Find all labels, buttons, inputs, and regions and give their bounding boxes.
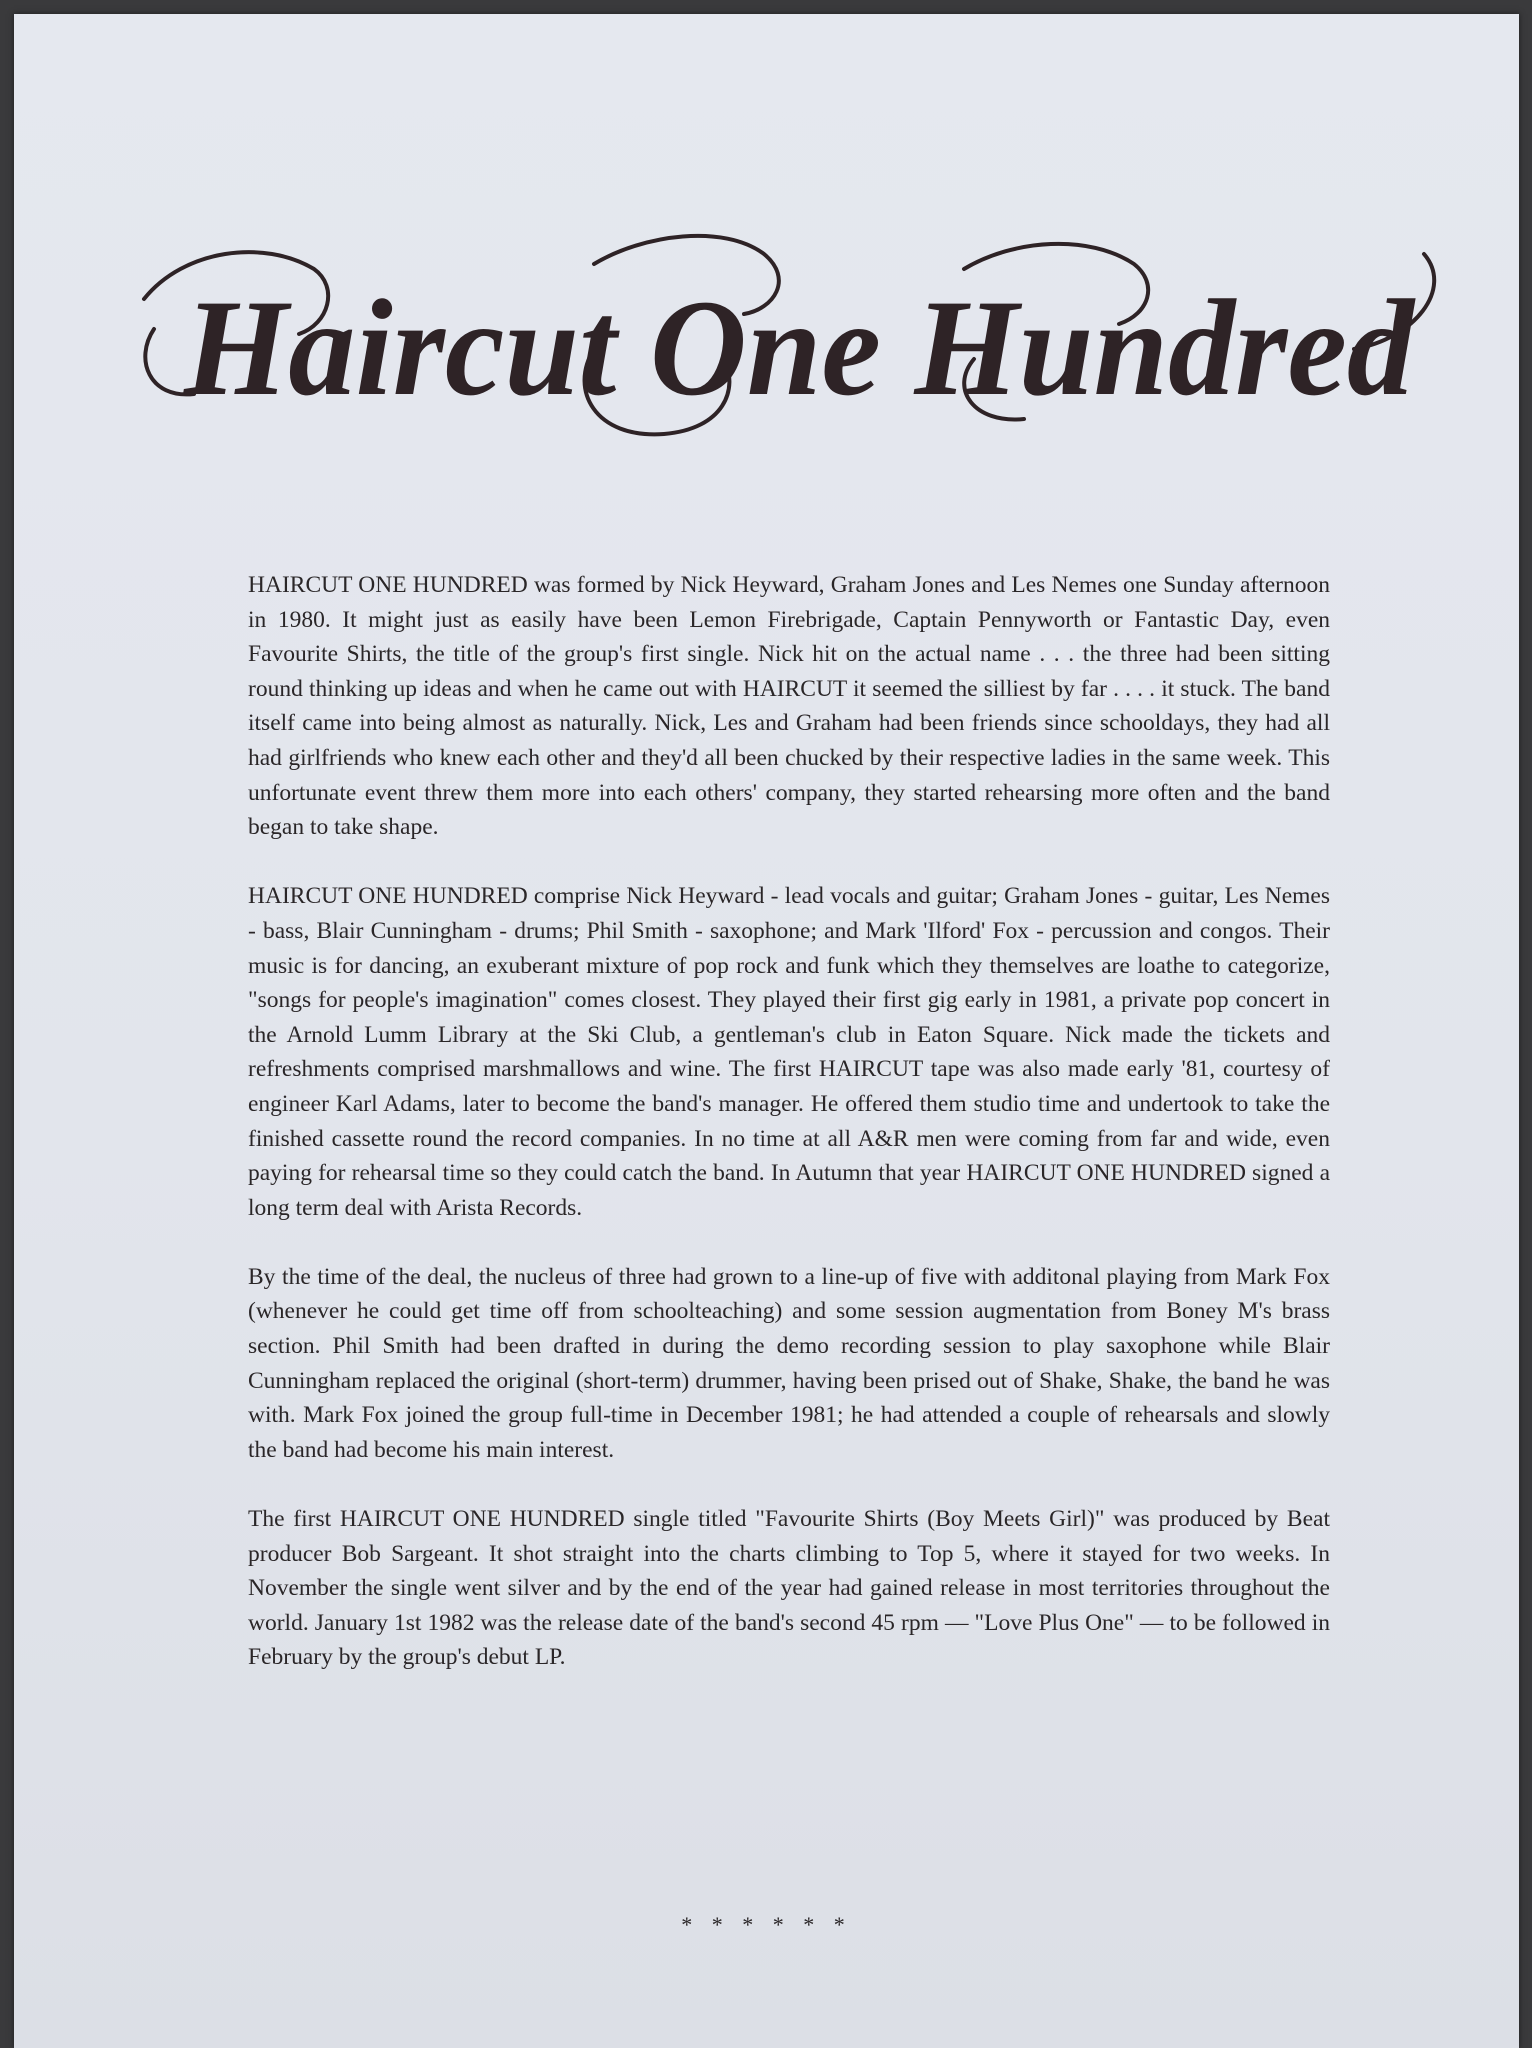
article-body [248,568,1330,1710]
press-sheet [14,14,1519,2048]
paragraph-lineup: HAIRCUT ONE HUNDRED comprise Nick Heyward - lead vocals and guitar; Graham Jones - guitar, Les Nemes - bass, Blair Cunningham - drums; Phil Smith - saxophone; and Mark 'Ilford' Fox - percussion and congos. Their music is for dancing, an exuberant mixture of pop rock and funk which they themselves are loathe to categorize, "songs for people's imagination" comes closest. They played their first gig early in 1981, a private pop concert in the Arnold Lumm Library at the Ski Club, a gentleman's club in Eaton Square. Nick made the tickets and refreshments comprised marshmallows and wine. The first HAIRCUT tape was also made early '81, courtesy of engineer Karl Adams, later to become the band's manager. He offered them studio time and undertook to take the finished cassette round the record companies. In no time at all A&R men were coming from far and wide, even paying for rehearsal time so they could catch the band. In Autumn that year HAIRCUT ONE HUNDRED signed a long term deal with Arista Records. [248,883,1330,1221]
paragraph-formation: HAIRCUT ONE HUNDRED was formed by Nick Heyward, Graham Jones and Les Nemes one Sunday afternoon in 1980. It might just as easily have been Lemon Firebrigade, Captain Pennyworth or Fantastic Day, even Favourite Shirts, the title of the group's first single. Nick hit on the actual name . . . the three had been sitting round thinking up ideas and when he came out with HAIRCUT it seemed the silliest by far . . . . it stuck. The band itself came into being almost as naturally. Nick, Les and Graham had been friends since schooldays, they had all had girlfriends who knew each other and they'd all been chucked by their respective ladies in the same week. This unfortunate event threw them more into each others' company, they started rehearsing more often and the band began to take shape. [248,572,1330,841]
logo-title: Haircut One Hundred [182,271,1416,424]
paragraph-deal: By the time of the deal, the nucleus of three had grown to a line-up of five with additonal playing from Mark Fox (whenever he could get time off from schoolteaching) and some session augmentation from Boney M's brass section. Phil Smith had been drafted in during the demo recording session to play saxophone while Blair Cunningham replaced the original (short-term) drummer, having been prised out of Shake, Shake, the band he was with. Mark Fox joined the group full-time in December 1981; he had attended a couple of rehearsals and slowly the band had become his main interest. [248,1263,1330,1463]
paragraph-single: The first HAIRCUT ONE HUNDRED single titled "Favourite Shirts (Boy Meets Girl)" was produced by Beat producer Bob Sargeant. It shot straight into the charts climbing to Top 5, where it stayed for two weeks. In November the single went silver and by the end of the year had gained release in most territories throughout the world. January 1st 1982 was the release date of the band's second 45 rpm — "Love Plus One" — to be followed in February by the group's debut LP. [248,1506,1330,1671]
band-logo [124,229,1474,469]
section-separator: * * * * * * [681,1912,852,1937]
